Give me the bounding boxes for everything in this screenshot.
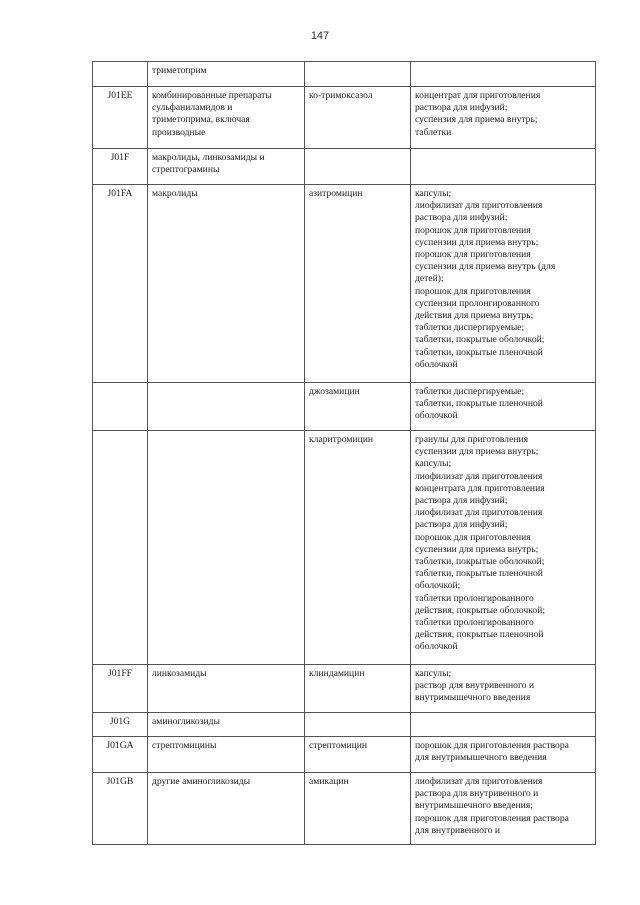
dosage-forms-cell: капсулы; раствор для внутривенного и внутримышечного введения bbox=[411, 665, 596, 713]
dosage-forms-cell bbox=[411, 713, 596, 737]
drug-classification-table bbox=[92, 61, 596, 845]
table-row bbox=[93, 713, 596, 737]
drug-name-cell: клиндамицин bbox=[305, 665, 411, 713]
table-row bbox=[93, 185, 596, 383]
drug-name-cell: джозамицин bbox=[305, 383, 411, 431]
table-row bbox=[93, 773, 596, 845]
dosage-forms-cell: концентрат для приготовления раствора для инфузий; суспензия для приема внутрь; таблетки bbox=[411, 87, 596, 149]
group-name-cell: аминогликозиды bbox=[148, 713, 305, 737]
dosage-forms-cell: порошок для приготовления раствора для внутримышечного введения bbox=[411, 737, 596, 773]
page-number: 147 bbox=[310, 30, 330, 42]
dosage-forms-cell: капсулы; лиофилизат для приготовления раствора для инфузий; порошок для приготовления суспензии для приема внутрь; порошок для приготовления суспензии для приема внутрь (для детей); порошок для приготовления суспензии пролонгированного действия для приема внутрь; таблетки диспергируемые; таблетки, покрытые оболочкой; таблетки, покрытые пленочной оболочкой bbox=[411, 185, 596, 383]
group-name-cell: комбинированные препараты сульфаниламидов и триметоприма, включая производные bbox=[148, 87, 305, 149]
table-row bbox=[93, 62, 596, 87]
dosage-forms-cell bbox=[411, 149, 596, 185]
group-name-cell: другие аминогликозиды bbox=[148, 773, 305, 845]
group-name-cell: макролиды bbox=[148, 185, 305, 383]
drug-name-cell: ко-тримоксазол bbox=[305, 87, 411, 149]
group-name-cell: линкозамиды bbox=[148, 665, 305, 713]
drug-name-cell: кларитромицин bbox=[305, 431, 411, 665]
table-row bbox=[93, 87, 596, 149]
drug-name-cell bbox=[305, 713, 411, 737]
atc-code-cell bbox=[93, 383, 148, 431]
drug-name-cell bbox=[305, 62, 411, 87]
drug-name-cell: азитромицин bbox=[305, 185, 411, 383]
drug-name-cell: стрептомицин bbox=[305, 737, 411, 773]
group-name-cell: триметоприм bbox=[148, 62, 305, 87]
atc-code-cell: J01FA bbox=[93, 185, 148, 383]
dosage-forms-cell: таблетки диспергируемые; таблетки, покрытые пленочной оболочкой bbox=[411, 383, 596, 431]
group-name-cell bbox=[148, 431, 305, 665]
atc-code-cell bbox=[93, 431, 148, 665]
table-row bbox=[93, 665, 596, 713]
table-row bbox=[93, 149, 596, 185]
atc-code-cell: J01F bbox=[93, 149, 148, 185]
dosage-forms-cell: гранулы для приготовления суспензии для приема внутрь; капсулы; лиофилизат для приготовления концентрата для приготовления раствора для инфузий; лиофилизат для приготовления раствора для инфузий; порошок для приготовления суспензии для приема внутрь; таблетки, покрытые оболочкой; таблетки, покрытые пленочной оболочкой; таблетки пролонгированного действия, покрытые оболочкой; таблетки пролонгированного действия, покрытые пленочной оболочкой bbox=[411, 431, 596, 665]
table-row bbox=[93, 383, 596, 431]
atc-code-cell: J01G bbox=[93, 713, 148, 737]
dosage-forms-cell: лиофилизат для приготовления раствора для внутривенного и внутримышечного введения; порошок для приготовления раствора для внутривенного и bbox=[411, 773, 596, 845]
drug-name-cell bbox=[305, 149, 411, 185]
atc-code-cell: J01GA bbox=[93, 737, 148, 773]
table-row bbox=[93, 431, 596, 665]
dosage-forms-cell bbox=[411, 62, 596, 87]
atc-code-cell: J01FF bbox=[93, 665, 148, 713]
atc-code-cell: J01EE bbox=[93, 87, 148, 149]
group-name-cell: стрептомицины bbox=[148, 737, 305, 773]
atc-code-cell bbox=[93, 62, 148, 87]
group-name-cell: макролиды, линкозамиды и стрептограмины bbox=[148, 149, 305, 185]
atc-code-cell: J01GB bbox=[93, 773, 148, 845]
table-row bbox=[93, 737, 596, 773]
drug-name-cell: амикацин bbox=[305, 773, 411, 845]
group-name-cell bbox=[148, 383, 305, 431]
